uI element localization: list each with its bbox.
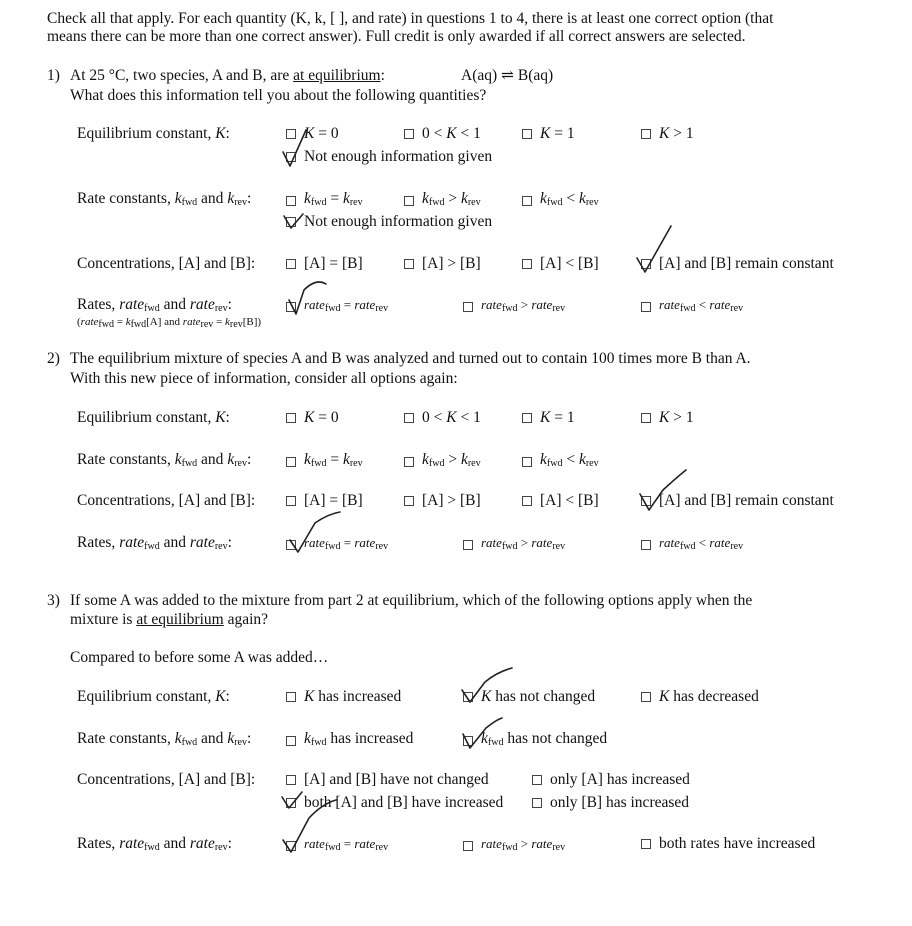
q2-conc-label: Concentrations, [A] and [B]: bbox=[77, 492, 256, 509]
q3-line2-text: mixture is bbox=[70, 611, 137, 628]
checkbox[interactable] bbox=[641, 692, 651, 702]
q2-k-opt-1[interactable]: $k_{fwd} = k_{rev}$ bbox=[286, 451, 363, 473]
q1-rate-opt-2[interactable]: rate$_{fwd}$ > rate$_{rev}$ bbox=[463, 296, 565, 318]
q3-number: 3) bbox=[47, 592, 60, 609]
q1-k-opt-1[interactable]: $k_{fwd} = k_{rev}$ bbox=[286, 190, 363, 212]
q3-conc-opt-4[interactable] bbox=[532, 794, 689, 812]
opt-text: [A] and [B] remain constant bbox=[659, 255, 834, 272]
q3-k-opt-1[interactable]: $k_{fwd}$ has increased bbox=[286, 730, 413, 752]
q1-line-1 bbox=[70, 67, 385, 85]
checkbox[interactable] bbox=[286, 457, 296, 467]
q3-conc-label: Concentrations, [A] and [B]: bbox=[77, 771, 256, 788]
checkbox[interactable] bbox=[286, 129, 296, 139]
q1-line-2: What does this information tell you about the following quantities? bbox=[70, 87, 487, 104]
checkbox[interactable] bbox=[404, 129, 414, 139]
q2-K-opt-4[interactable]: K > 1 bbox=[641, 409, 694, 427]
q1-K-opt-2[interactable]: 0 < K < 1 bbox=[404, 125, 481, 143]
q3-k-label: Rate constants, $k_{fwd}$ and $k_{rev}$: bbox=[77, 730, 252, 748]
q1-reaction: A(aq) ⇌ B(aq) bbox=[461, 67, 554, 84]
opt-text: only [A] has increased bbox=[550, 771, 690, 788]
opt-text: both rates have increased bbox=[659, 835, 816, 852]
q1-colon: : bbox=[380, 67, 385, 84]
checkbox[interactable] bbox=[641, 413, 651, 423]
checkbox[interactable] bbox=[522, 457, 532, 467]
checkbox[interactable] bbox=[286, 692, 296, 702]
checkbox[interactable] bbox=[463, 736, 473, 746]
q3-K-label: Equilibrium constant, K: bbox=[77, 688, 230, 705]
q2-K-label: Equilibrium constant, K: bbox=[77, 409, 230, 426]
q2-conc-opt-1[interactable] bbox=[286, 492, 363, 510]
q3-rate-label: Rates, rate$_{fwd}$ and rate$_{rev}$: bbox=[77, 835, 232, 853]
q1-k-opt-4[interactable] bbox=[286, 213, 492, 231]
checkbox[interactable] bbox=[286, 217, 296, 227]
q2-K-opt-3[interactable]: K = 1 bbox=[522, 409, 575, 427]
q1-K-label: Equilibrium constant, K: bbox=[77, 125, 230, 142]
checkbox[interactable] bbox=[286, 775, 296, 785]
q1-conc-label: Concentrations, [A] and [B]: bbox=[77, 255, 256, 272]
checkbox[interactable] bbox=[286, 196, 296, 206]
q2-rate-opt-3[interactable]: rate$_{fwd}$ < rate$_{rev}$ bbox=[641, 534, 743, 556]
q1-K-opt-5-text: Not enough information given bbox=[304, 148, 493, 165]
checkbox[interactable] bbox=[522, 196, 532, 206]
checkbox[interactable] bbox=[286, 302, 296, 312]
checkbox[interactable] bbox=[404, 259, 414, 269]
checkbox[interactable] bbox=[532, 798, 542, 808]
q3-conc-opt-1[interactable] bbox=[286, 771, 489, 789]
checkbox[interactable] bbox=[286, 496, 296, 506]
checkbox[interactable] bbox=[404, 457, 414, 467]
checkbox[interactable] bbox=[404, 196, 414, 206]
checkbox[interactable] bbox=[641, 496, 651, 506]
q2-k-opt-2[interactable]: $k_{fwd} > k_{rev}$ bbox=[404, 451, 481, 473]
q3-K-opt-2[interactable]: K has not changed bbox=[463, 688, 595, 706]
opt-text: [A] < [B] bbox=[540, 492, 599, 509]
q1-rate-note: (ratefwd = kfwd[A] and raterev = krev[B]) bbox=[77, 316, 262, 330]
q3-rate-opt-3[interactable] bbox=[641, 835, 815, 853]
q1-conc-opt-3[interactable] bbox=[522, 255, 599, 273]
q1-conc-opt-1[interactable] bbox=[286, 255, 363, 273]
q2-line-2: With this new piece of information, consider all options again: bbox=[70, 370, 458, 387]
q1-K-opt-3[interactable]: K = 1 bbox=[522, 125, 575, 143]
q2-K-opt-2[interactable]: 0 < K < 1 bbox=[404, 409, 481, 427]
opt-text: [A] = [B] bbox=[304, 492, 363, 509]
q1-k-opt-2[interactable]: $k_{fwd} > k_{rev}$ bbox=[404, 190, 481, 212]
q1-K-opt-1[interactable]: K = 0 bbox=[286, 125, 339, 143]
q2-conc-opt-2[interactable] bbox=[404, 492, 481, 510]
q1-line1-text: At 25 °C, two species, A and B, are bbox=[70, 67, 294, 84]
q2-K-opt-1[interactable]: K = 0 bbox=[286, 409, 339, 427]
checkbox[interactable] bbox=[522, 496, 532, 506]
q1-k-opt-4-text: Not enough information given bbox=[304, 213, 493, 230]
q3-rate-opt-1[interactable]: rate$_{fwd}$ = rate$_{rev}$ bbox=[286, 835, 388, 857]
q3-k-opt-2[interactable]: $k_{fwd}$ has not changed bbox=[463, 730, 607, 752]
q1-rate-label: Rates, rate$_{fwd}$ and rate$_{rev}$: bbox=[77, 296, 232, 314]
checkbox[interactable] bbox=[522, 413, 532, 423]
q3-line-2 bbox=[70, 611, 268, 629]
checkbox[interactable] bbox=[286, 798, 296, 808]
q2-k-opt-3[interactable]: $k_{fwd} < k_{rev}$ bbox=[522, 451, 599, 473]
q2-rate-opt-1[interactable]: rate$_{fwd}$ = rate$_{rev}$ bbox=[286, 534, 388, 556]
q3-conc-opt-3[interactable] bbox=[286, 794, 503, 812]
checkbox[interactable] bbox=[641, 259, 651, 269]
q3-conc-opt-2[interactable] bbox=[532, 771, 690, 789]
q3-K-opt-1[interactable]: K has increased bbox=[286, 688, 401, 706]
q1-conc-opt-4[interactable] bbox=[641, 255, 834, 273]
q3-compared: Compared to before some A was added… bbox=[70, 649, 329, 666]
q2-conc-opt-3[interactable] bbox=[522, 492, 599, 510]
q1-K-opt-5[interactable] bbox=[286, 148, 492, 166]
checkbox[interactable] bbox=[463, 692, 473, 702]
opt-text: [A] = [B] bbox=[304, 255, 363, 272]
q3-line-1: If some A was added to the mixture from part 2 at equilibrium, which of the following options apply when the bbox=[70, 592, 753, 609]
opt-text: [A] > [B] bbox=[422, 492, 481, 509]
opt-text: [A] > [B] bbox=[422, 255, 481, 272]
checkbox[interactable] bbox=[522, 259, 532, 269]
checkbox[interactable] bbox=[286, 736, 296, 746]
checkbox[interactable] bbox=[522, 129, 532, 139]
q2-rate-label: Rates, rate$_{fwd}$ and rate$_{rev}$: bbox=[77, 534, 232, 552]
checkbox[interactable] bbox=[404, 496, 414, 506]
q2-conc-opt-4[interactable] bbox=[641, 492, 834, 510]
q2-number: 2) bbox=[47, 350, 60, 367]
q3-at-equilibrium: at equilibrium bbox=[136, 611, 224, 628]
checkbox[interactable] bbox=[641, 302, 651, 312]
q3-rate-opt-2[interactable]: rate$_{fwd}$ > rate$_{rev}$ bbox=[463, 835, 565, 857]
checkbox[interactable] bbox=[286, 152, 296, 162]
instructions-line-1: Check all that apply. For each quantity (K, k, [ ], and rate) in questions 1 to 4, there is at least one correct option (that bbox=[47, 10, 774, 27]
checkbox[interactable] bbox=[532, 775, 542, 785]
instructions-line-2: means there can be more than one correct answer). Full credit is only awarded if all correct answers are selected. bbox=[47, 28, 746, 45]
checkbox[interactable] bbox=[286, 841, 296, 851]
q1-conc-opt-2[interactable] bbox=[404, 255, 481, 273]
q3-line2-end: again? bbox=[223, 611, 269, 628]
checkbox[interactable] bbox=[463, 841, 473, 851]
checkbox[interactable] bbox=[404, 413, 414, 423]
opt-text: [A] < [B] bbox=[540, 255, 599, 272]
q1-number: 1) bbox=[47, 67, 60, 84]
opt-text: both [A] and [B] have increased bbox=[304, 794, 504, 811]
checkbox[interactable] bbox=[463, 302, 473, 312]
checkbox[interactable] bbox=[286, 259, 296, 269]
q1-rate-opt-1[interactable]: rate$_{fwd}$ = rate$_{rev}$ bbox=[286, 296, 388, 318]
checkbox[interactable] bbox=[641, 129, 651, 139]
q1-at-equilibrium: at equilibrium bbox=[293, 67, 381, 84]
checkbox[interactable] bbox=[286, 540, 296, 550]
q1-k-label: Rate constants, $k_{fwd}$ and $k_{rev}$: bbox=[77, 190, 252, 208]
q2-k-label: Rate constants, $k_{fwd}$ and $k_{rev}$: bbox=[77, 451, 252, 469]
q3-K-opt-3[interactable]: K has decreased bbox=[641, 688, 759, 706]
instructions bbox=[47, 10, 773, 46]
q1-k-opt-3[interactable]: $k_{fwd} < k_{rev}$ bbox=[522, 190, 599, 212]
opt-text: only [B] has increased bbox=[550, 794, 690, 811]
q1-K-opt-4[interactable]: K > 1 bbox=[641, 125, 694, 143]
q1-rate-opt-3[interactable]: rate$_{fwd}$ < rate$_{rev}$ bbox=[641, 296, 743, 318]
q2-rate-opt-2[interactable]: rate$_{fwd}$ > rate$_{rev}$ bbox=[463, 534, 565, 556]
opt-text: [A] and [B] have not changed bbox=[304, 771, 489, 788]
checkbox[interactable] bbox=[641, 540, 651, 550]
checkbox[interactable] bbox=[463, 540, 473, 550]
checkbox[interactable] bbox=[641, 839, 651, 849]
q2-line-1: The equilibrium mixture of species A and B was analyzed and turned out to contain 100 times more B than A. bbox=[70, 350, 751, 367]
checkbox[interactable] bbox=[286, 413, 296, 423]
opt-text: [A] and [B] remain constant bbox=[659, 492, 834, 509]
